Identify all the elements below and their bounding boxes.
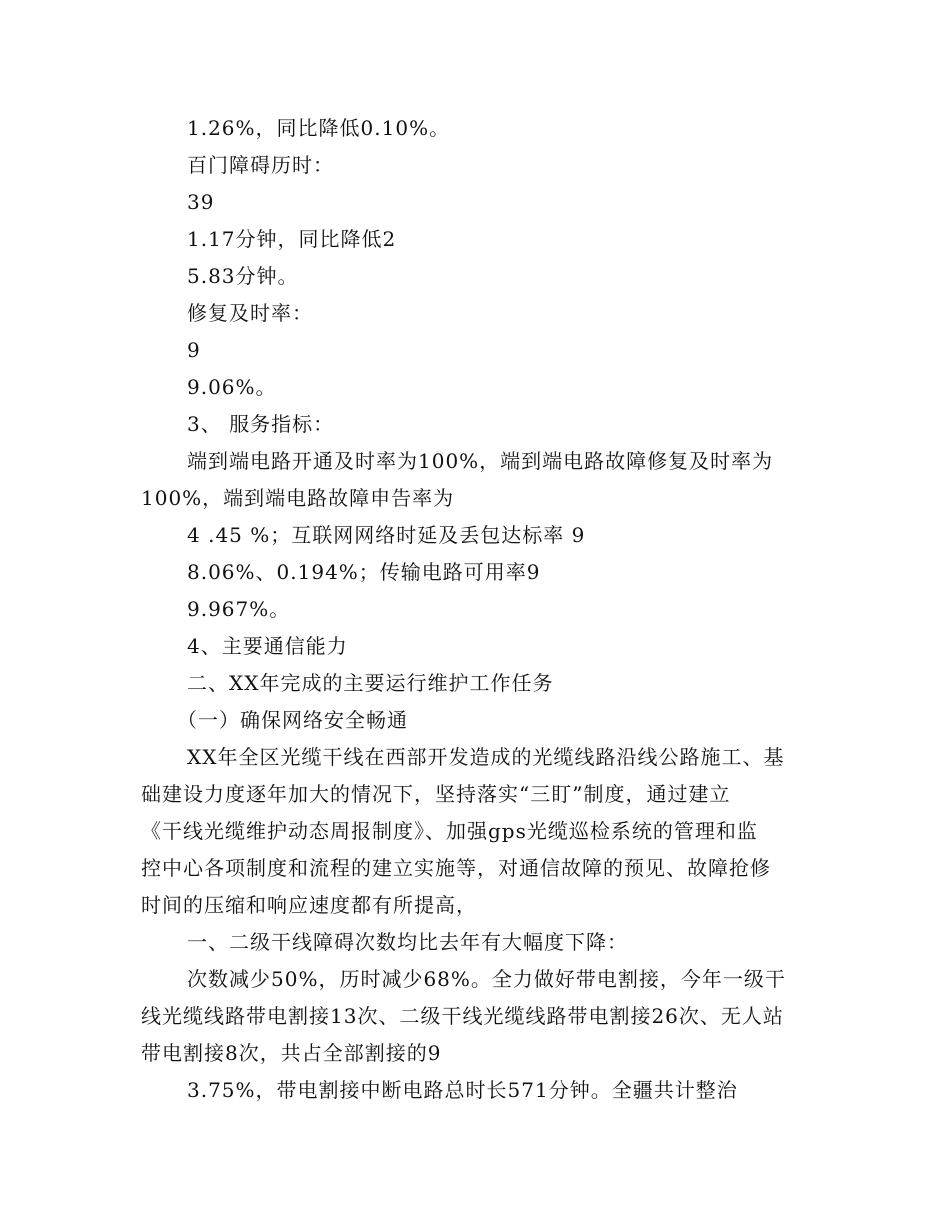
- text-line: 端到端电路开通及时率为100%，端到端电路故障修复及时率为: [187, 449, 774, 473]
- text-line: 3、 服务指标：: [187, 412, 335, 436]
- text-line: 4 .45 %；互联网网络时延及丢包达标率 9: [187, 523, 586, 547]
- text-line: 《干线光缆维护动态周报制度》、加强gps光缆巡检系统的管理和监: [141, 819, 758, 843]
- text-line: 次数减少50%，历时减少68%。全力做好带电割接，今年一级干: [187, 967, 786, 991]
- text-line: 百门障碍历时：: [187, 153, 334, 177]
- text-line: 线光缆线路带电割接13次、二级干线光缆线路带电割接26次、无人站: [141, 1004, 784, 1028]
- text-line: 100%，端到端电路故障申告率为: [141, 486, 455, 510]
- text-line: 9: [187, 338, 201, 362]
- text-line: XX年全区光缆干线在西部开发造成的光缆线路沿线公路施工、基: [187, 745, 785, 769]
- text-line: 4、主要通信能力: [187, 634, 348, 658]
- text-line: 3.75%，带电割接中断电路总时长571分钟。全疆共计整治: [187, 1078, 738, 1102]
- text-line: 修复及时率：: [187, 301, 313, 325]
- section-heading: 二、XX年完成的主要运行维护工作任务: [187, 671, 554, 695]
- text-line: 时间的压缩和响应速度都有所提高，: [141, 893, 477, 917]
- text-line: 控中心各项制度和流程的建立实施等，对通信故障的预见、故障抢修: [141, 856, 771, 880]
- text-line: 一、二级干线障碍次数均比去年有大幅度下降：: [187, 930, 628, 954]
- text-line: 1.26%，同比降低0.10%。: [187, 116, 451, 140]
- text-line: 9.06%。: [187, 375, 277, 399]
- text-line: 带电割接8次，共占全部割接的9: [141, 1041, 442, 1065]
- text-line: 8.06%、0.194%；传输电路可用率9: [187, 560, 541, 584]
- subsection-heading: （一）确保网络安全畅通: [177, 708, 408, 732]
- text-line: 5.83分钟。: [187, 264, 299, 288]
- text-line: 39: [187, 190, 215, 214]
- text-line: 9.967%。: [187, 597, 291, 621]
- text-line: 础建设力度逐年加大的情况下，坚持落实“三盯”制度，通过建立: [141, 782, 731, 806]
- text-line: 1.17分钟，同比降低2: [187, 227, 397, 251]
